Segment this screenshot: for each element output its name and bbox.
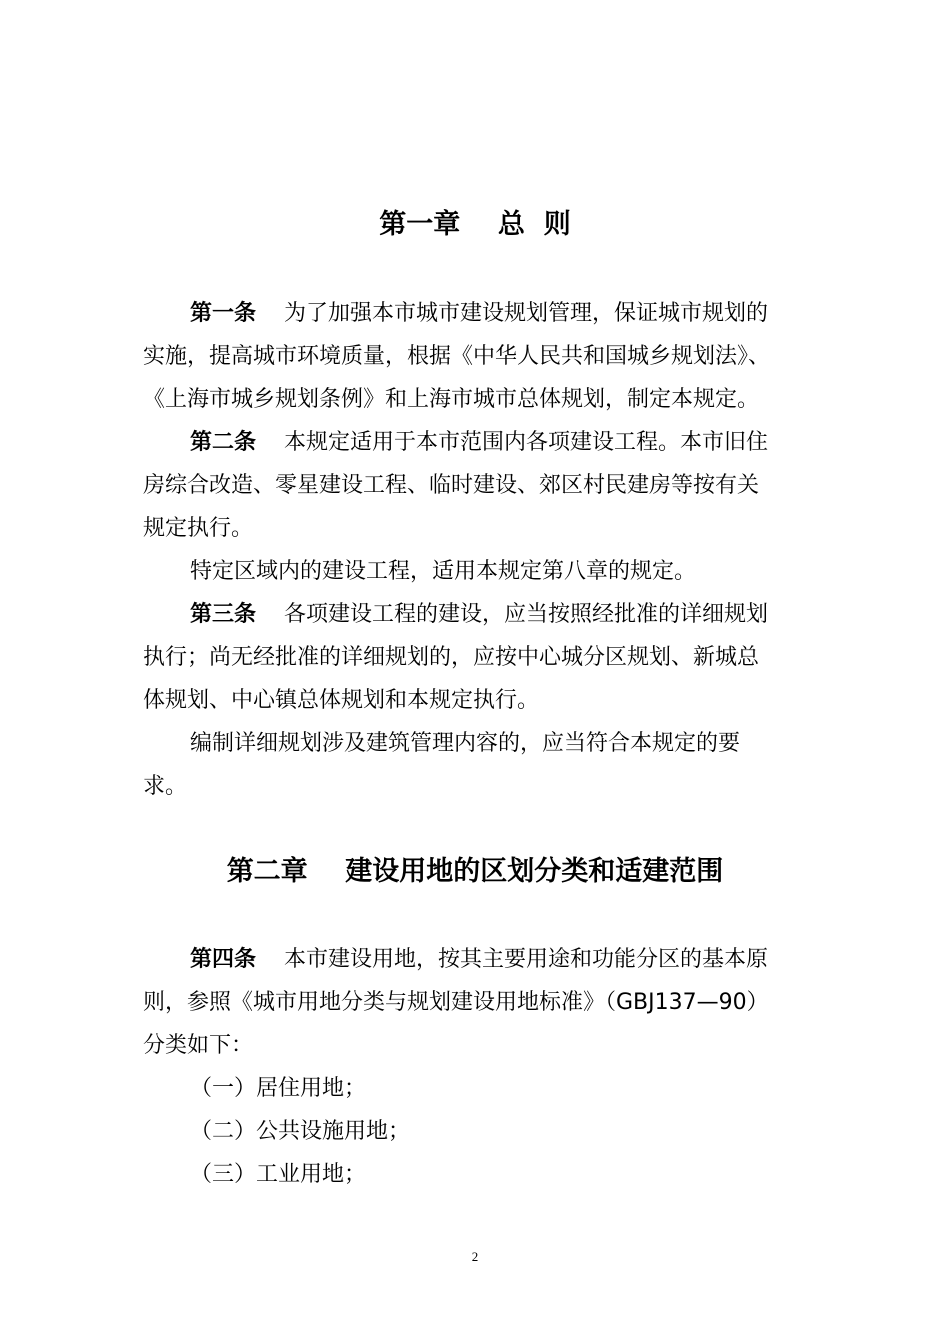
- article-1-text-2: 实施，提高城市环境质量，根据《中华人民共和国城乡规划法》、: [143, 344, 771, 369]
- article-2-label: 第二条: [190, 430, 257, 455]
- article-2-first-line: [190, 428, 768, 458]
- article-2-text-1: 本规定适用于本市范围内各项建设工程。本市旧住: [284, 430, 769, 455]
- article-2-text-3: 规定执行。: [143, 516, 254, 541]
- article-4-first-line: [190, 945, 768, 975]
- article-3-text-1: 各项建设工程的建设，应当按照经批准的详细规划: [284, 602, 769, 627]
- article-3-text-2: 执行；尚无经批准的详细规划的，应按中心城分区规划、新城总: [143, 645, 760, 670]
- article-1-first-line: [190, 299, 768, 329]
- article-3-paragraph-2-line-1: 编制详细规划涉及建筑管理内容的，应当符合本规定的要: [190, 731, 741, 756]
- article-3-first-line: [190, 600, 768, 630]
- article-2-text-2: 房综合改造、零星建设工程、临时建设、郊区村民建房等按有关: [143, 473, 760, 498]
- list-item-industrial-land: （三）工业用地；: [190, 1162, 367, 1187]
- article-4-text-1: 本市建设用地，按其主要用途和功能分区的基本原: [284, 947, 769, 972]
- article-3-text-3: 体规划、中心镇总体规划和本规定执行。: [143, 688, 540, 713]
- article-4-label: 第四条: [190, 947, 257, 972]
- article-4-text-2: 则，参照《城市用地分类与规划建设用地标准》（GBJ137—90）: [143, 990, 769, 1015]
- article-3-label: 第三条: [190, 602, 257, 627]
- list-item-public-facilities-land: （二）公共设施用地；: [190, 1119, 411, 1144]
- article-1-text-3: 《上海市城乡规划条例》和上海市城市总体规划，制定本规定。: [143, 387, 760, 412]
- article-4-text-3: 分类如下：: [143, 1033, 254, 1058]
- article-3-paragraph-2-line-2: 求。: [143, 774, 188, 799]
- chapter-2-title: 第二章 建设用地的区划分类和适建范围: [226, 856, 724, 887]
- article-1-text-1: 为了加强本市城市建设规划管理，保证城市规划的: [284, 301, 769, 326]
- chapter-1-title: 第一章 总 则: [379, 209, 571, 240]
- article-1-label: 第一条: [190, 301, 257, 326]
- page-number: 2: [471, 1249, 479, 1264]
- list-item-residential-land: （一）居住用地；: [190, 1076, 367, 1101]
- article-2-paragraph-2: 特定区域内的建设工程，适用本规定第八章的规定。: [190, 559, 697, 584]
